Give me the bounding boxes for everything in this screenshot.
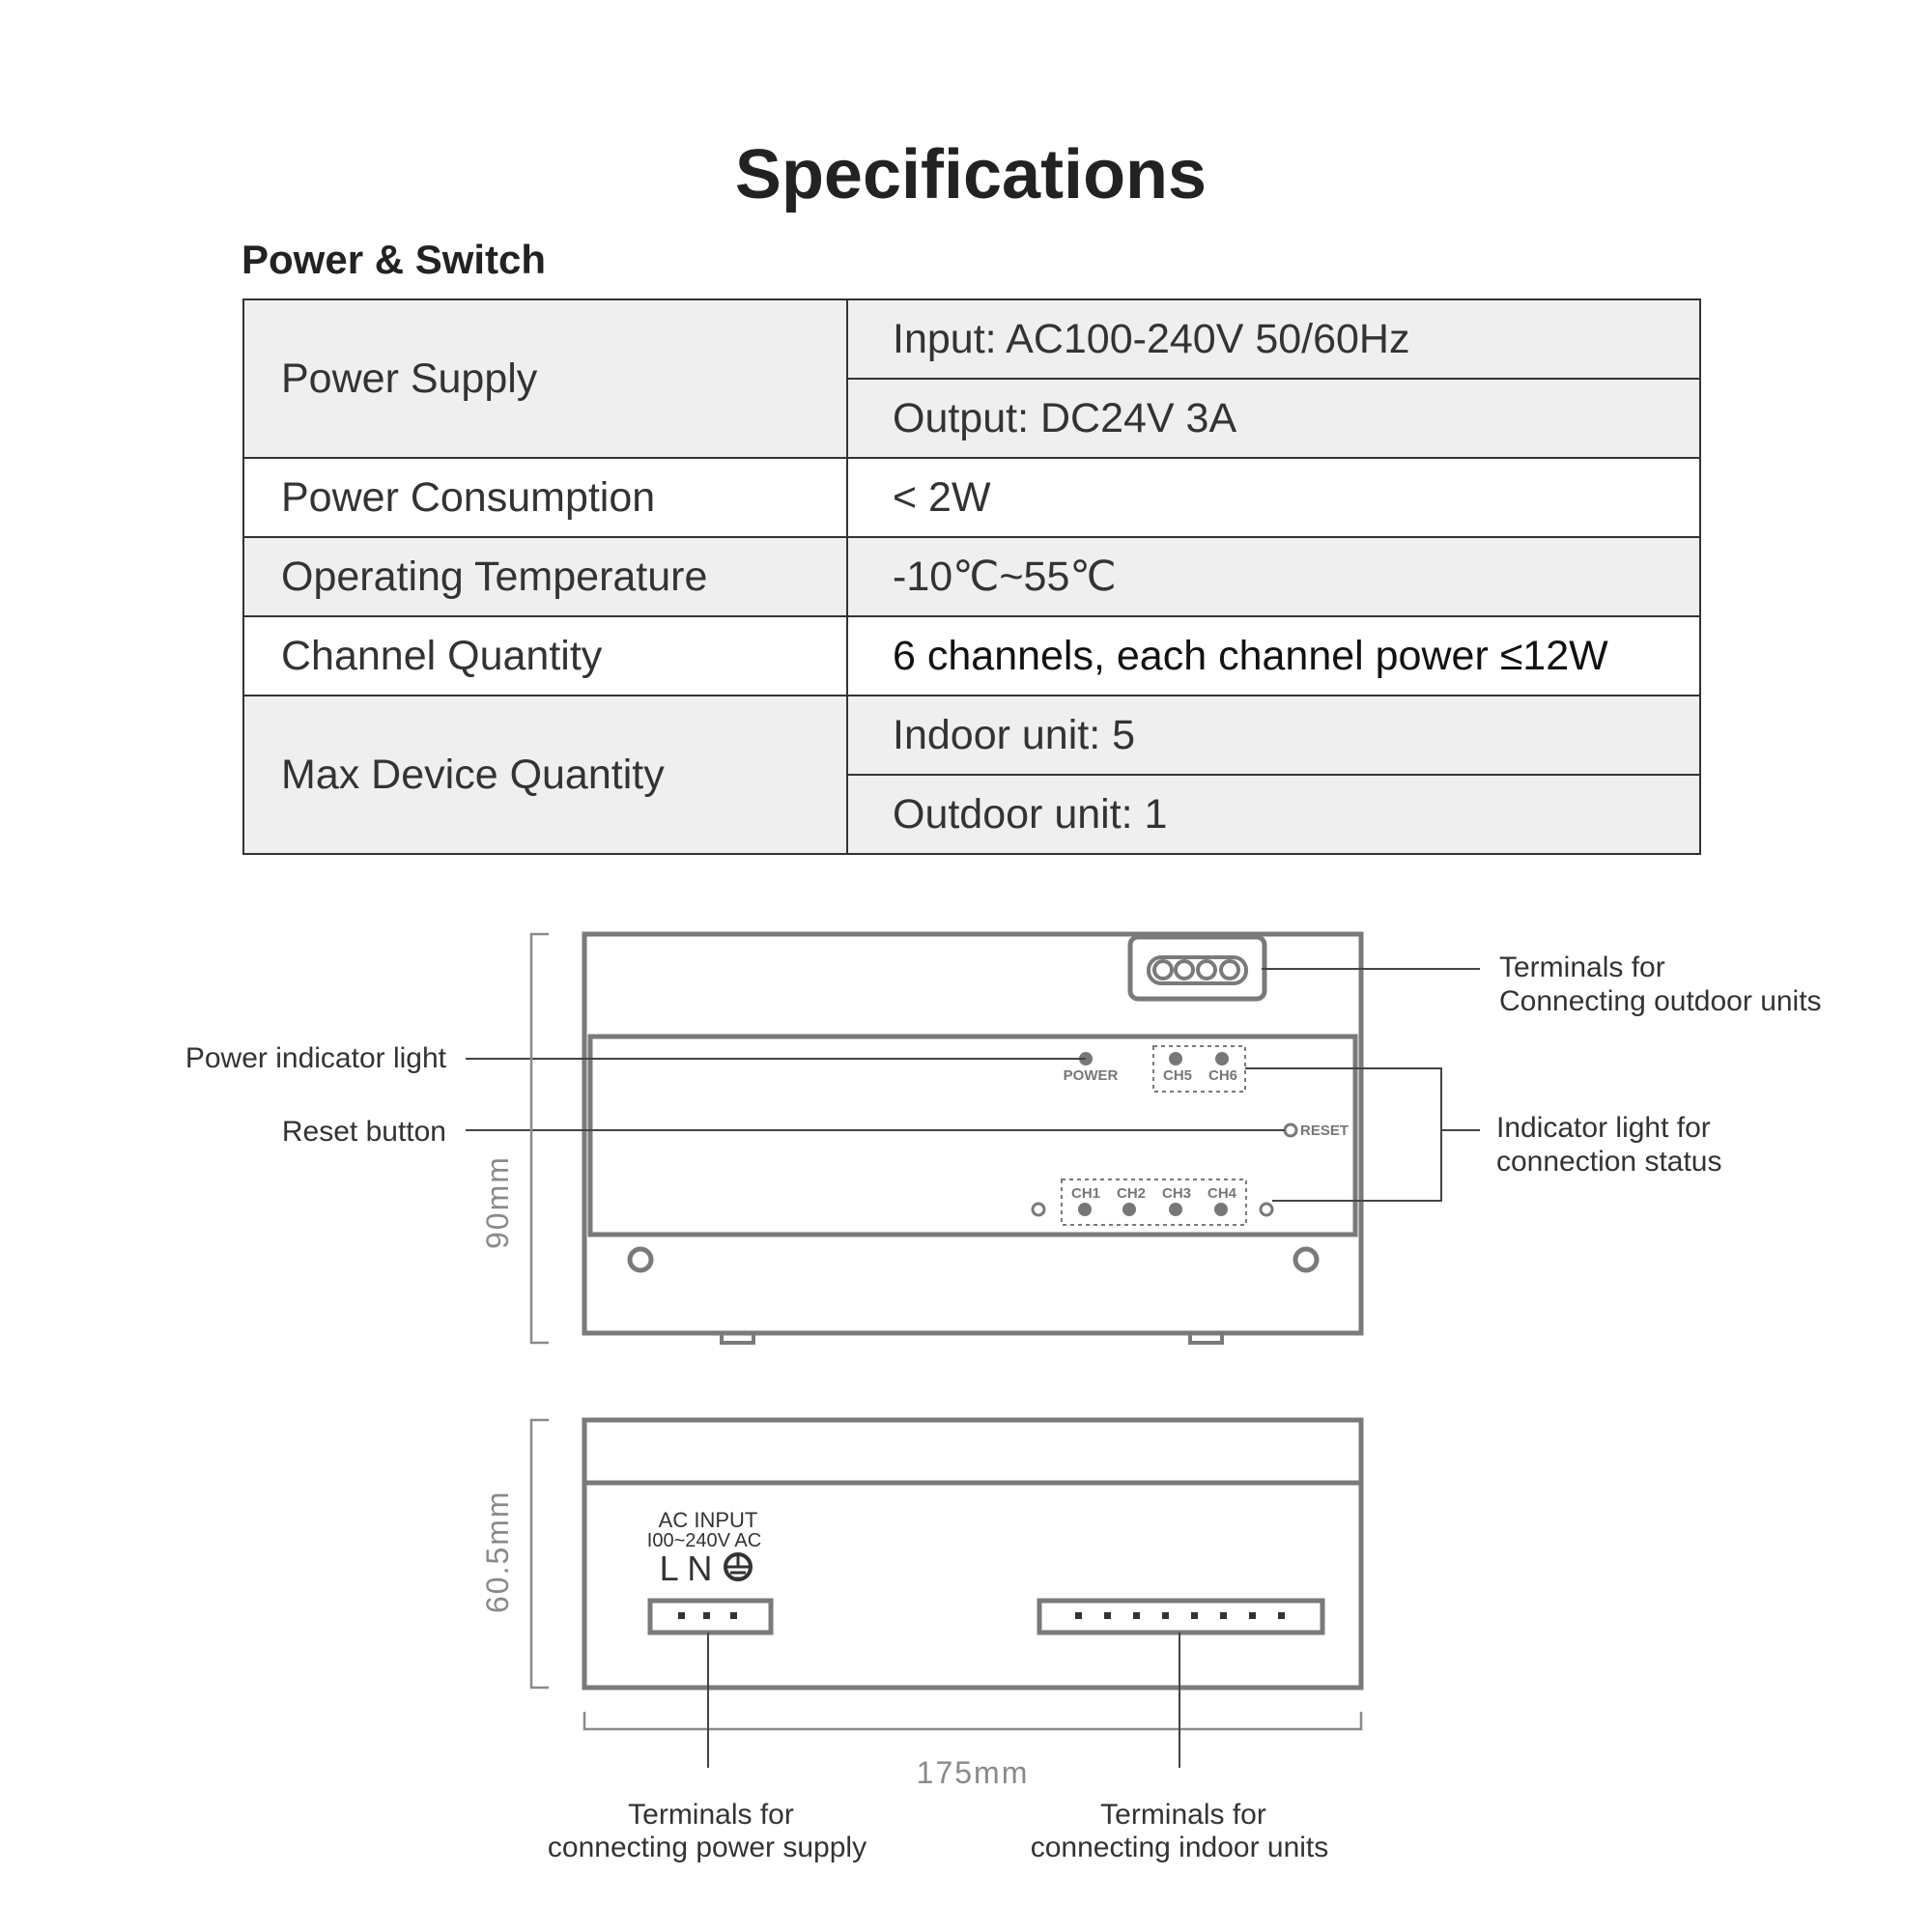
callout-outdoor-terminals-1: Terminals for	[1499, 952, 1665, 983]
terminal-screw-icon	[1221, 961, 1238, 979]
spec-value-input: Input: AC100-240V 50/60Hz	[847, 299, 1700, 379]
dimension-60-5mm: 60.5mm	[480, 1490, 515, 1613]
ac-input-label: AC INPUT	[658, 1508, 758, 1532]
front-height-dimension	[531, 934, 549, 1343]
terminal-screw-icon	[1176, 961, 1193, 979]
bottom-callout-lines	[708, 1633, 1179, 1768]
ch1-led-icon	[1078, 1203, 1092, 1216]
callout-reset-button: Reset button	[281, 1116, 446, 1148]
label-reset: RESET	[1299, 1122, 1350, 1139]
dimension-175mm: 175mm	[916, 1755, 1030, 1790]
front-housing	[584, 934, 1361, 1333]
callout-indoor-terminals-1: Terminals for	[1100, 1799, 1266, 1831]
spec-label-power-supply: Power Supply	[243, 299, 847, 458]
front-view	[584, 934, 1361, 1343]
front-panel	[590, 1037, 1355, 1235]
foot	[722, 1333, 753, 1343]
panel-screw-icon	[1261, 1204, 1272, 1215]
label-ch4: CH4	[1207, 1185, 1237, 1202]
spec-value-channel-quantity: 6 channels, each channel power ≤12W	[847, 616, 1700, 696]
spec-value-operating-temperature: -10℃~55℃	[847, 537, 1700, 616]
terminal-screw-icon	[1198, 961, 1215, 979]
label-power: POWER	[1063, 1067, 1119, 1084]
label-ch2: CH2	[1116, 1185, 1147, 1202]
label-ch3: CH3	[1161, 1185, 1192, 1202]
ch3-led-icon	[1169, 1203, 1182, 1216]
width-dimension	[584, 1712, 1361, 1729]
spec-label-power-consumption: Power Consumption	[243, 458, 847, 537]
bottom-callout-text	[548, 1799, 1328, 1863]
spec-value-outdoor-unit: Outdoor unit: 1	[847, 775, 1700, 854]
reset-button-icon	[1285, 1124, 1296, 1136]
label-ch5: CH5	[1162, 1067, 1193, 1084]
ch6-led-icon	[1215, 1052, 1229, 1065]
spec-label-max-device-quantity: Max Device Quantity	[243, 696, 847, 854]
spec-label-channel-quantity: Channel Quantity	[243, 616, 847, 696]
spec-value-power-consumption: < 2W	[847, 458, 1700, 537]
mounting-hole-icon	[630, 1249, 651, 1270]
ch5-led-icon	[1169, 1052, 1182, 1065]
callout-indoor-terminals-2: connecting indoor units	[1030, 1832, 1329, 1863]
terminal-screw-icon	[1154, 961, 1172, 979]
mounting-hole-icon	[1295, 1249, 1317, 1270]
power-terminal-block	[650, 1601, 771, 1633]
panel-screw-icon	[1033, 1204, 1044, 1215]
callout-outdoor-terminals-2: Connecting outdoor units	[1499, 985, 1822, 1017]
label-ch6: CH6	[1208, 1067, 1238, 1084]
callout-power-indicator: Power indicator light	[185, 1042, 446, 1074]
dimension-90mm: 90mm	[480, 1155, 515, 1249]
section-title: Power & Switch	[242, 237, 547, 282]
foot	[1190, 1333, 1222, 1343]
bottom-height-dimension	[531, 1420, 549, 1688]
ac-input-voltage: I00~240V AC	[646, 1530, 762, 1551]
label-ch1: CH1	[1070, 1185, 1101, 1202]
callout-status-indicator-2: connection status	[1496, 1146, 1722, 1178]
front-callout-text	[185, 952, 1822, 1178]
spec-label-operating-temperature: Operating Temperature	[243, 537, 847, 616]
spec-value-output: Output: DC24V 3A	[847, 379, 1700, 458]
ln-label: L N	[659, 1548, 713, 1588]
front-callout-lines	[466, 969, 1480, 1201]
ch2-led-icon	[1122, 1203, 1136, 1216]
callout-power-terminals-2: connecting power supply	[547, 1832, 867, 1863]
callout-status-indicator-1: Indicator light for	[1496, 1112, 1711, 1144]
ch4-led-icon	[1214, 1203, 1228, 1216]
page-title: Specifications	[734, 136, 1208, 213]
front-panel-labels	[1064, 1067, 1349, 1202]
spec-value-indoor-unit: Indoor unit: 5	[847, 696, 1700, 775]
callout-power-terminals-1: Terminals for	[628, 1799, 794, 1831]
